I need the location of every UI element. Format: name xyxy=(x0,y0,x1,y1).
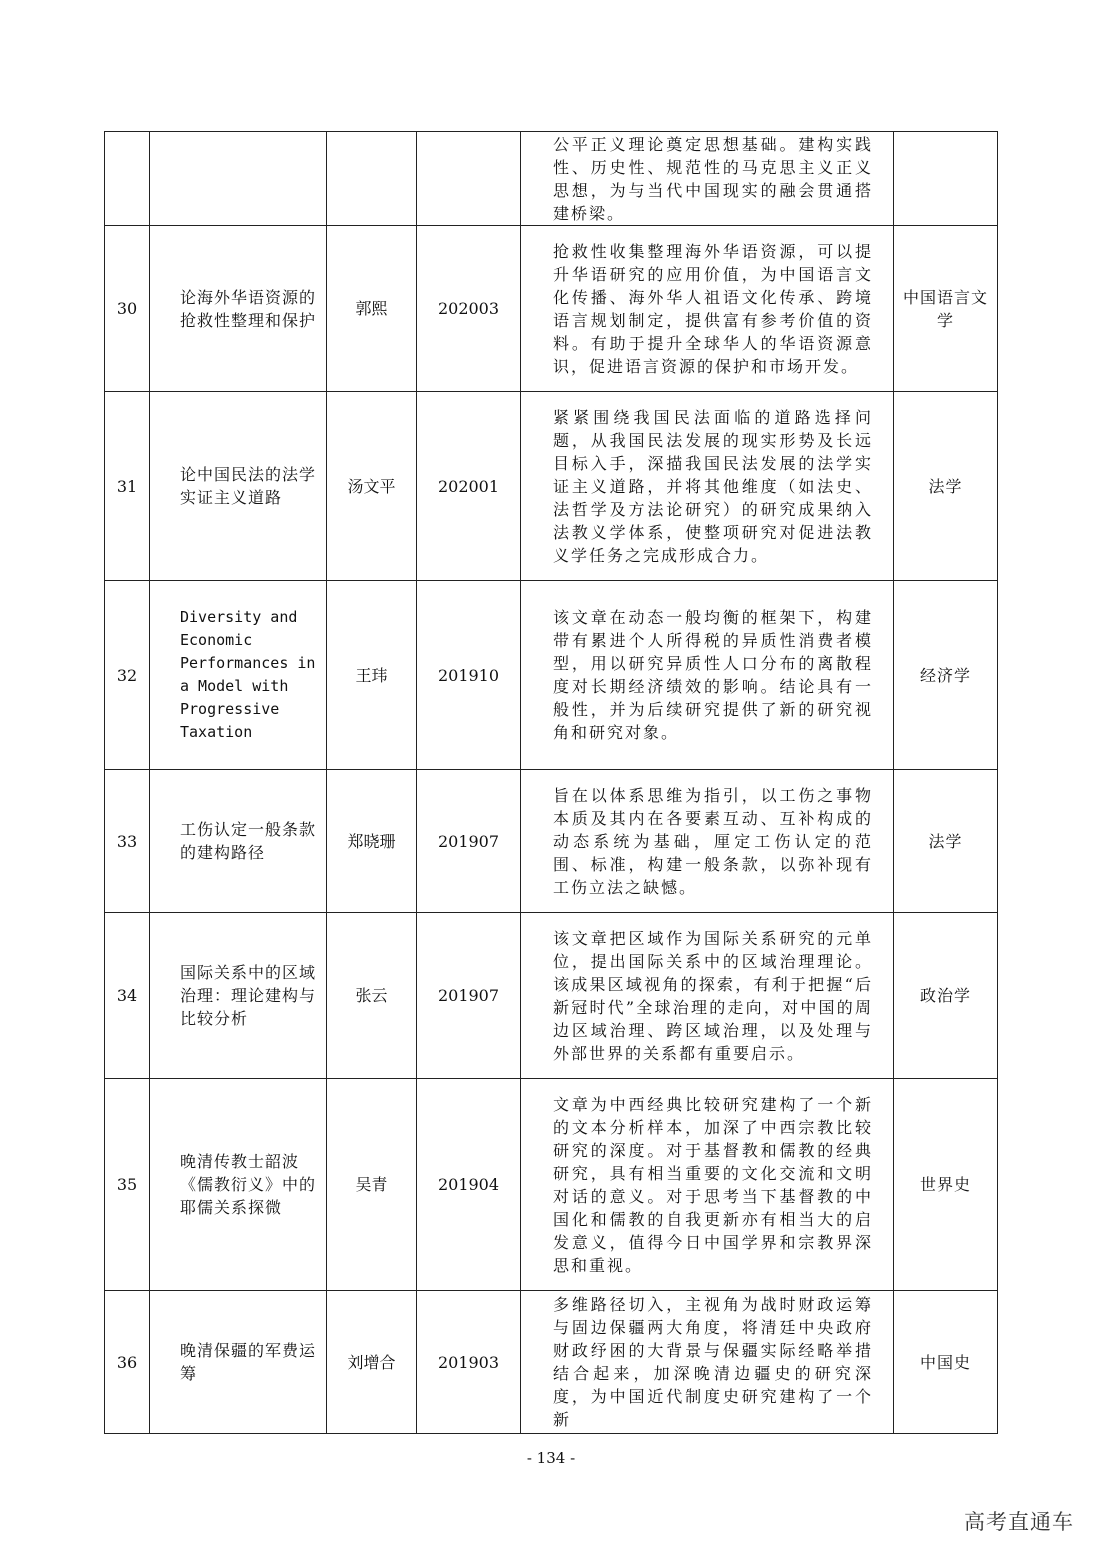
row-title: 论海外华语资源的抢救性整理和保护 xyxy=(150,226,327,392)
row-date: 201907 xyxy=(417,770,521,913)
row-author: 王玮 xyxy=(327,581,417,770)
page-number: - 134 - xyxy=(526,1449,576,1467)
row-summary: 文章为中西经典比较研究建构了一个新的文本分析样本，加深了中西宗教比较研究的深度。对于基督教和儒教的经典研究，具有相当重要的文化交流和文明对话的意义。对于思考当下基督教的中国化和儒教的自我更新亦有相当大的启发意义，值得今日中国学界和宗教界深思和重视。 xyxy=(521,1079,894,1291)
row-title: 论中国民法的法学 实证主义道路 xyxy=(150,392,327,581)
row-summary: 旨在以体系思维为指引，以工伤之事物本质及其内在各要素互动、互补构成的动态系统为基础，厘定工伤认定的范围、标准，构建一般条款，以弥补现有工伤立法之缺憾。 xyxy=(521,770,894,913)
row-discipline: 中国史 xyxy=(894,1291,998,1434)
row-date: 201910 xyxy=(417,581,521,770)
row-number: 35 xyxy=(105,1079,150,1291)
row-number xyxy=(105,132,150,226)
row-date: 201903 xyxy=(417,1291,521,1434)
row-number: 36 xyxy=(105,1291,150,1434)
row-date xyxy=(417,132,521,226)
row-discipline: 法学 xyxy=(894,770,998,913)
table-row xyxy=(105,913,998,1079)
table-row xyxy=(105,1079,998,1291)
row-summary: 该文章把区域作为国际关系研究的元单位，提出国际关系中的区域治理理论。该成果区域视角的探索，有利于把握“后新冠时代”全球治理的走向，对中国的周边区域治理、跨区域治理，以及处理与外部世界的关系都有重要启示。 xyxy=(521,913,894,1079)
row-date: 201907 xyxy=(417,913,521,1079)
row-summary: 抢救性收集整理海外华语资源，可以提升华语研究的应用价值，为中国语言文化传播、海外华人祖语文化传承、跨境语言规划制定，提供富有参考价值的资料。有助于提升全球华人的华语资源意识，促进语言资源的保护和市场开发。 xyxy=(521,226,894,392)
row-author: 张云 xyxy=(327,913,417,1079)
row-summary: 该文章在动态一般均衡的框架下，构建带有累进个人所得税的异质性消费者模型，用以研究异质性人口分布的离散程度对长期经济绩效的影响。结论具有一般性，并为后续研究提供了新的研究视角和研究对象。 xyxy=(521,581,894,770)
row-number: 34 xyxy=(105,913,150,1079)
row-discipline: 经济学 xyxy=(894,581,998,770)
row-number: 31 xyxy=(105,392,150,581)
row-discipline: 法学 xyxy=(894,392,998,581)
table-row xyxy=(105,226,998,392)
row-title: 晚清保疆的军费运筹 xyxy=(150,1291,327,1434)
row-discipline: 中国语言文学 xyxy=(894,226,998,392)
row-title: 工伤认定一般条款的建构路径 xyxy=(150,770,327,913)
row-title xyxy=(150,132,327,226)
row-summary: 紧紧围绕我国民法面临的道路选择问题，从我国民法发展的现实形势及长远目标入手，深描我国民法发展的法学实证主义道路，并将其他维度（如法史、法哲学及方法论研究）的研究成果纳入法教义学体系，使整项研究对促进法教义学任务之完成形成合力。 xyxy=(521,392,894,581)
row-discipline: 政治学 xyxy=(894,913,998,1079)
table-body xyxy=(105,132,998,1434)
table-row xyxy=(105,581,998,770)
row-date: 202001 xyxy=(417,392,521,581)
achievements-table xyxy=(104,131,998,1434)
table-row xyxy=(105,132,998,226)
table-row xyxy=(105,1291,998,1434)
table-row xyxy=(105,770,998,913)
row-number: 30 xyxy=(105,226,150,392)
table-row xyxy=(105,392,998,581)
row-author: 刘增合 xyxy=(327,1291,417,1434)
row-number: 33 xyxy=(105,770,150,913)
row-author xyxy=(327,132,417,226)
row-number: 32 xyxy=(105,581,150,770)
row-author: 郭熙 xyxy=(327,226,417,392)
row-title: Diversity and Economic Performances in a Model with Progressive Taxation xyxy=(150,581,327,770)
row-author: 汤文平 xyxy=(327,392,417,581)
row-summary: 公平正义理论奠定思想基础。建构实践性、历史性、规范性的马克思主义正义思想，为与当代中国现实的融会贯通搭建桥梁。 xyxy=(521,132,894,226)
watermark: 高考直通车 xyxy=(964,1510,1074,1534)
row-title: 国际关系中的区域治理：理论建构与比较分析 xyxy=(150,913,327,1079)
row-title: 晚清传教士韶波《儒教衍义》中的耶儒关系探微 xyxy=(150,1079,327,1291)
row-author: 郑晓珊 xyxy=(327,770,417,913)
row-author: 吴青 xyxy=(327,1079,417,1291)
row-discipline: 世界史 xyxy=(894,1079,998,1291)
row-summary: 多维路径切入，主视角为战时财政运筹与固边保疆两大角度，将清廷中央政府财政纾困的大背景与保疆实际经略举措结合起来，加深晚清边疆史的研究深度，为中国近代制度史研究建构了一个新 xyxy=(521,1291,894,1434)
row-date: 202003 xyxy=(417,226,521,392)
row-date: 201904 xyxy=(417,1079,521,1291)
row-discipline xyxy=(894,132,998,226)
